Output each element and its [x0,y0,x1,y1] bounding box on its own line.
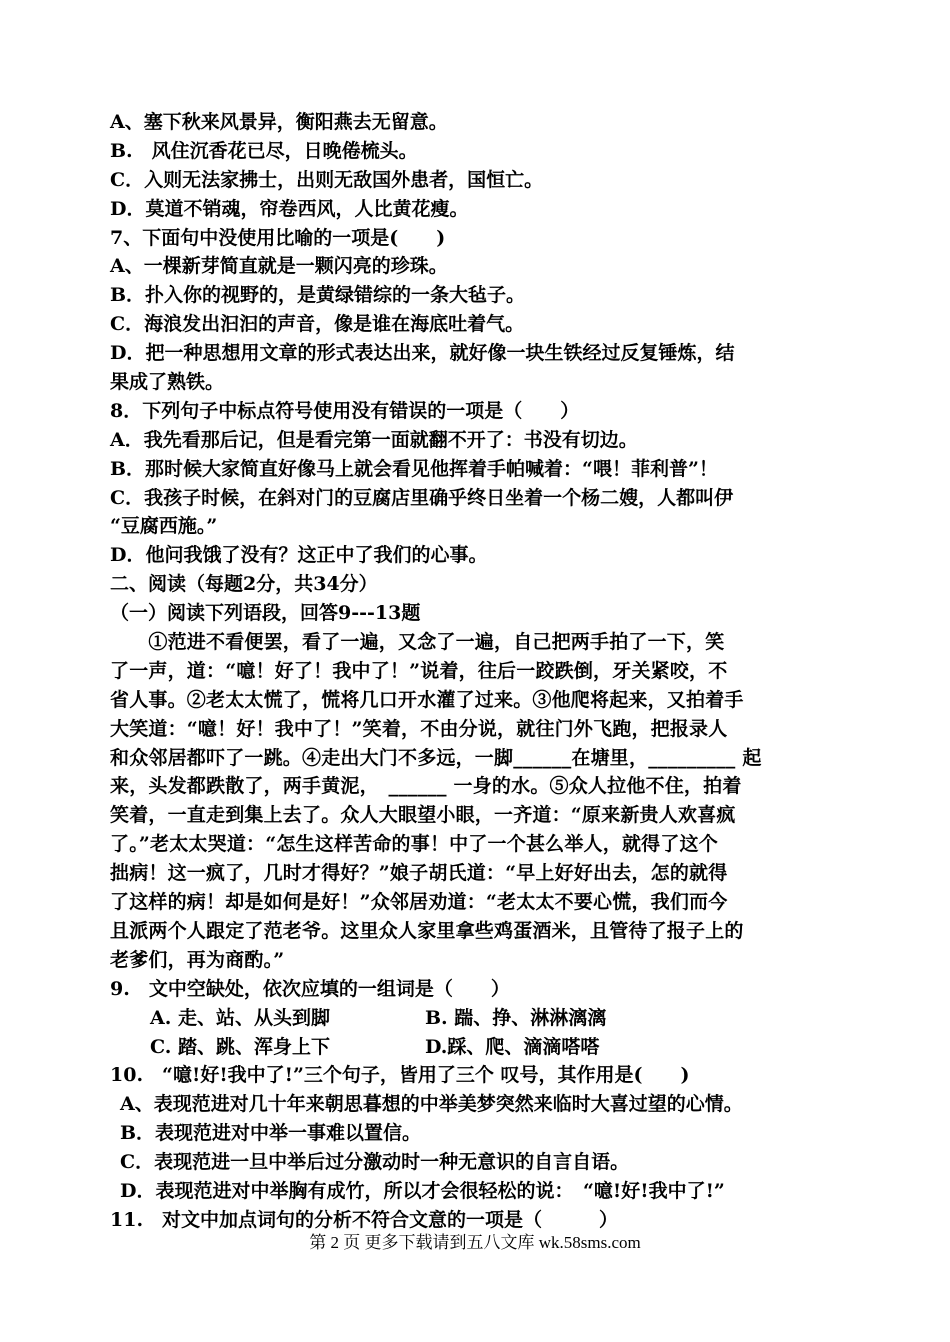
q7-stem: 7、下面句中没使用比喻的一项是( ) [110,226,446,249]
page-content [110,108,850,1235]
reading-passage [110,628,850,975]
q9-option-c: C. 踏、跳、浑身上下 [150,1035,331,1058]
q6-option-c: C．入则无法家拂士，出则无敌国外患者，国恒亡。 [110,168,544,191]
passage-line: 了这样的病！却是如何是好！”众邻居劝道：“老太太不要心慌，我们而今 [110,891,728,914]
passage-line: 和众邻居都吓了一跳。④走出大门不多远，一脚______在塘里，_________ 起 [110,746,762,769]
passage-line: 大笑道：“噫！好！我中了！”笑着，不由分说，就往门外飞跑，把报录人 [110,717,728,740]
page-footer: 第 2 页 更多下载请到五八文库 wk.58sms.com [309,1233,641,1252]
section2-subtitle: （一）阅读下列语段，回答9---13题 [110,602,421,625]
q9-options-row-1 [110,1004,850,1033]
q10-option-d: D．表现范进对中举胸有成竹，所以才会很轻松的说： “噫!好!我中了!” [120,1179,725,1202]
q9-option-b: B. 踹、挣、淋淋漓漓 [425,1006,607,1029]
q8-option-c-cont: “豆腐西施。” [110,515,218,538]
q10-stem: 10. “噫!好!我中了!”三个句子，皆用了三个 叹号，其作用是( ) [110,1064,690,1087]
passage-line: 且派两个人跟定了范老爷。这里众人家里拿些鸡蛋酒米，且管待了报子上的 [110,919,744,942]
passage-line: 老爹们，再为商酌。” [110,948,285,971]
q10-option-c: C．表现范进一旦中举后过分激动时一种无意识的自言自语。 [120,1151,630,1174]
q9-stem: 9. 文中空缺处，依次应填的一组词是（ ） [110,977,510,1000]
q10-option-b: B．表现范进对中举一事难以置信。 [120,1122,422,1145]
q7-option-b: B．扑入你的视野的，是黄绿错综的一条大毡子。 [110,284,526,307]
q11-stem: 11. 对文中加点词句的分析不符合文意的一项是（ ） [110,1208,619,1231]
passage-line: 了一声，道：“噫！好了！我中了！”说着，往后一跤跌倒，牙关紧咬，不 [110,659,728,682]
passage-line: 了。”老太太哭道：“怎生这样苦命的事！中了一个甚么举人，就得了这个 [110,833,718,856]
passage-line: 来，头发都跌散了，两手黄泥， ______ 一身的水。⑤众人拉他不住，拍着 [110,775,742,798]
q8-option-c: C．我孩子时候，在斜对门的豆腐店里确乎终日坐着一个杨二嫂，人都叫伊 [110,486,734,509]
q6-option-b: B. 风住沉香花已尽，日晚倦梳头。 [110,139,418,162]
q9-option-d: D.踩、爬、滴滴嗒嗒 [425,1035,600,1058]
passage-line: ①范进不看便罢，看了一遍，又念了一遍，自己把两手拍了一下，笑 [110,631,725,654]
section2-title: 二、阅读（每题2分，共34分） [110,573,378,596]
q9-options-row-2 [110,1033,850,1062]
q10-option-a: A、表现范进对几十年来朝思暮想的中举美梦突然来临时大喜过望的心情。 [120,1093,743,1116]
q8-option-b: B．那时候大家简直好像马上就会看见他挥着手帕喊着：“喂！菲利普”！ [110,457,718,480]
q7-option-c: C．海浪发出汩汩的声音，像是谁在海底吐着气。 [110,313,525,336]
passage-line: 拙病！这一疯了，几时才得好？”娘子胡氏道：“早上好好出去，怎的就得 [110,862,728,885]
q6-option-d: D．莫道不销魂，帘卷西风，人比黄花瘦。 [110,197,469,220]
q8-stem: 8．下列句子中标点符号使用没有错误的一项是（ ） [110,399,580,422]
passage-line: 省人事。②老太太慌了，慌将几口开水灌了过来。③他爬将起来，又拍着手 [110,688,744,711]
passage-line: 笑着，一直走到集上去了。众人大眼望小眼，一齐道：“原来新贵人欢喜疯 [110,804,736,827]
q7-option-a: A、一棵新芽简直就是一颗闪亮的珍珠。 [110,255,448,278]
q7-option-d: D．把一种思想用文章的形式表达出来，就好像一块生铁经过反复锤炼，结 [110,342,735,365]
q8-option-d: D．他问我饿了没有？这正中了我们的心事。 [110,544,488,567]
q7-option-d-cont: 果成了熟铁。 [110,371,225,394]
q6-option-a: A、塞下秋来风景异，衡阳燕去无留意。 [110,111,448,133]
q9-option-a: A. 走、站、从头到脚 [150,1006,330,1029]
q8-option-a: A．我先看那后记，但是看完第一面就翻不开了：书没有切边。 [110,428,638,451]
